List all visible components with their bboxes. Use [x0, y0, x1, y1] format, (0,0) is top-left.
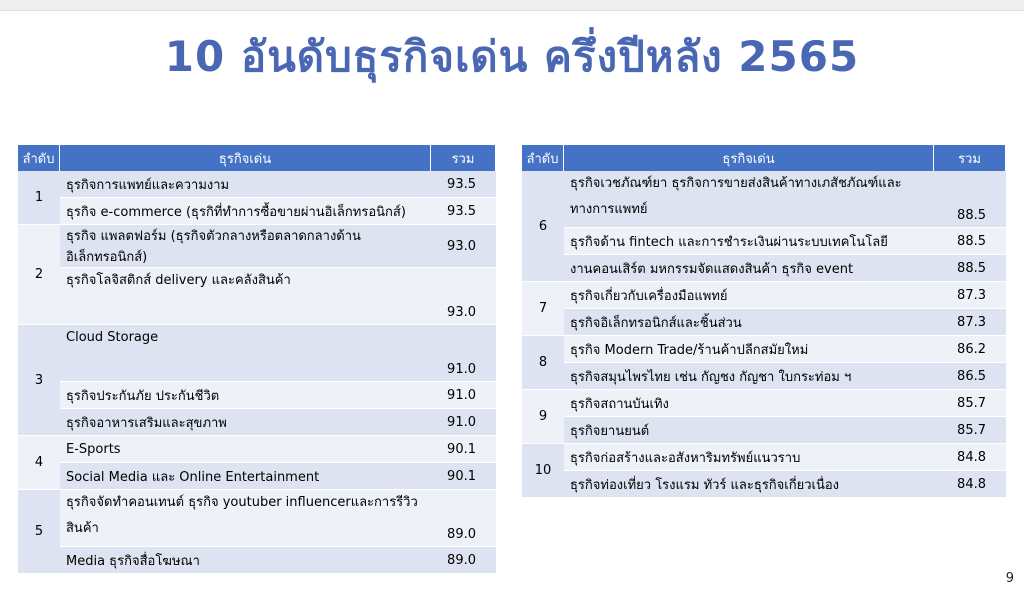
score-cell: 90.1	[431, 436, 496, 463]
table-row	[18, 463, 496, 490]
score-cell: 88.5	[934, 255, 1006, 282]
header-total: รวม	[934, 145, 1006, 171]
business-cell: ธุรกิจการแพทย์และความงาม	[60, 171, 431, 198]
rank-cell: 9	[522, 390, 564, 444]
business-cell: ธุรกิจท่องเที่ยว โรงแรม ทัวร์ และธุรกิจเกี่ยวเนื่อง	[564, 471, 934, 498]
table-row	[522, 471, 1006, 498]
business-cell: งานคอนเสิร์ต มหกรรมจัดแสดงสินค้า ธุรกิจ event	[564, 255, 934, 282]
score-cell: 87.3	[934, 282, 1006, 309]
business-cell: ธุรกิจอิเล็กทรอนิกส์และชิ้นส่วน	[564, 309, 934, 336]
score-cell: 86.5	[934, 363, 1006, 390]
table-row	[18, 325, 496, 382]
table-row	[522, 255, 1006, 282]
score-cell: 89.0	[431, 547, 496, 574]
page-number: 9	[1005, 571, 1014, 586]
score-cell: 88.5	[934, 228, 1006, 255]
rank-cell: 5	[18, 490, 60, 574]
score-cell: 88.5	[934, 171, 1006, 228]
score-cell: 90.1	[431, 463, 496, 490]
ranking-table-right	[522, 145, 1006, 498]
score-cell: 89.0	[431, 490, 496, 547]
score-cell: 86.2	[934, 336, 1006, 363]
table-row	[522, 309, 1006, 336]
rank-cell: 4	[18, 436, 60, 490]
top-bar	[0, 0, 1024, 11]
score-cell: 84.8	[934, 471, 1006, 498]
table-row	[18, 409, 496, 436]
score-cell: 84.8	[934, 444, 1006, 471]
table-header-row	[522, 145, 1006, 171]
business-cell: ธุรกิจจัดทำคอนเทนต์ ธุรกิจ youtuber influencerและการรีวิวสินค้า	[60, 490, 431, 547]
score-cell: 87.3	[934, 309, 1006, 336]
business-cell: ธุรกิจสมุนไพรไทย เช่น กัญชง กัญชา ใบกระท่อม ฯ	[564, 363, 934, 390]
rank-cell: 3	[18, 325, 60, 436]
header-business: ธุรกิจเด่น	[60, 145, 431, 171]
table-row	[522, 363, 1006, 390]
rank-cell: 6	[522, 171, 564, 282]
business-cell: ธุรกิจก่อสร้างและอสังหาริมทรัพย์แนวราบ	[564, 444, 934, 471]
header-total: รวม	[431, 145, 496, 171]
rank-cell: 10	[522, 444, 564, 498]
business-cell: ธุรกิจโลจิสติกส์ delivery และคลังสินค้า	[60, 268, 431, 325]
business-cell: ธุรกิจเวชภัณฑ์ยา ธุรกิจการขายส่งสินค้าทางเภสัชภัณฑ์และทางการแพทย์	[564, 171, 934, 228]
business-cell: ธุรกิจยานยนต์	[564, 417, 934, 444]
score-cell: 85.7	[934, 417, 1006, 444]
table-row	[18, 171, 496, 198]
score-cell: 93.5	[431, 171, 496, 198]
business-cell: ธุรกิจ Modern Trade/ร้านค้าปลีกสมัยใหม่	[564, 336, 934, 363]
rank-cell: 8	[522, 336, 564, 390]
table-row	[18, 490, 496, 547]
page-title: 10 อันดับธุรกิจเด่น ครึ่งปีหลัง 2565	[164, 32, 860, 81]
rank-cell: 1	[18, 171, 60, 225]
table-row	[522, 444, 1006, 471]
score-cell: 91.0	[431, 325, 496, 382]
business-cell: ธุรกิจอาหารเสริมและสุขภาพ	[60, 409, 431, 436]
table-row	[18, 382, 496, 409]
table-row	[18, 268, 496, 325]
business-cell: ธุรกิจด้าน fintech และการชำระเงินผ่านระบบเทคโนโลยี	[564, 228, 934, 255]
header-rank: ลำดับ	[522, 145, 564, 171]
table-row	[18, 225, 496, 268]
table-row	[18, 547, 496, 574]
table-row	[18, 436, 496, 463]
header-business: ธุรกิจเด่น	[564, 145, 934, 171]
business-cell: ธุรกิจ e-commerce (ธุรกิที่ทำการซื้อขายผ่านอิเล็กทรอนิกส์)	[60, 198, 431, 225]
ranking-table-left	[18, 145, 496, 574]
table-row	[522, 390, 1006, 417]
table-row	[522, 336, 1006, 363]
business-cell: ธุรกิจประกันภัย ประกันชีวิต	[60, 382, 431, 409]
business-cell: Cloud Storage	[60, 325, 431, 382]
business-cell: E-Sports	[60, 436, 431, 463]
header-rank: ลำดับ	[18, 145, 60, 171]
table-row	[522, 228, 1006, 255]
rank-cell: 2	[18, 225, 60, 325]
table-row	[522, 417, 1006, 444]
business-cell: ธุรกิจสถานบันเทิง	[564, 390, 934, 417]
score-cell: 91.0	[431, 382, 496, 409]
score-cell: 93.5	[431, 198, 496, 225]
score-cell: 85.7	[934, 390, 1006, 417]
business-cell: ธุรกิจเกี่ยวกับเครื่องมือแพทย์	[564, 282, 934, 309]
business-cell: Media ธุรกิจสื่อโฆษณา	[60, 547, 431, 574]
table-header-row	[18, 145, 496, 171]
rank-cell: 7	[522, 282, 564, 336]
business-cell: Social Media และ Online Entertainment	[60, 463, 431, 490]
score-cell: 93.0	[431, 268, 496, 325]
score-cell: 91.0	[431, 409, 496, 436]
business-cell: ธุรกิจ แพลตฟอร์ม (ธุรกิจตัวกลางหรือตลาดกลางด้านอิเล็กทรอนิกส์)	[60, 225, 431, 268]
score-cell: 93.0	[431, 225, 496, 268]
table-row	[18, 198, 496, 225]
table-row	[522, 282, 1006, 309]
table-row	[522, 171, 1006, 228]
